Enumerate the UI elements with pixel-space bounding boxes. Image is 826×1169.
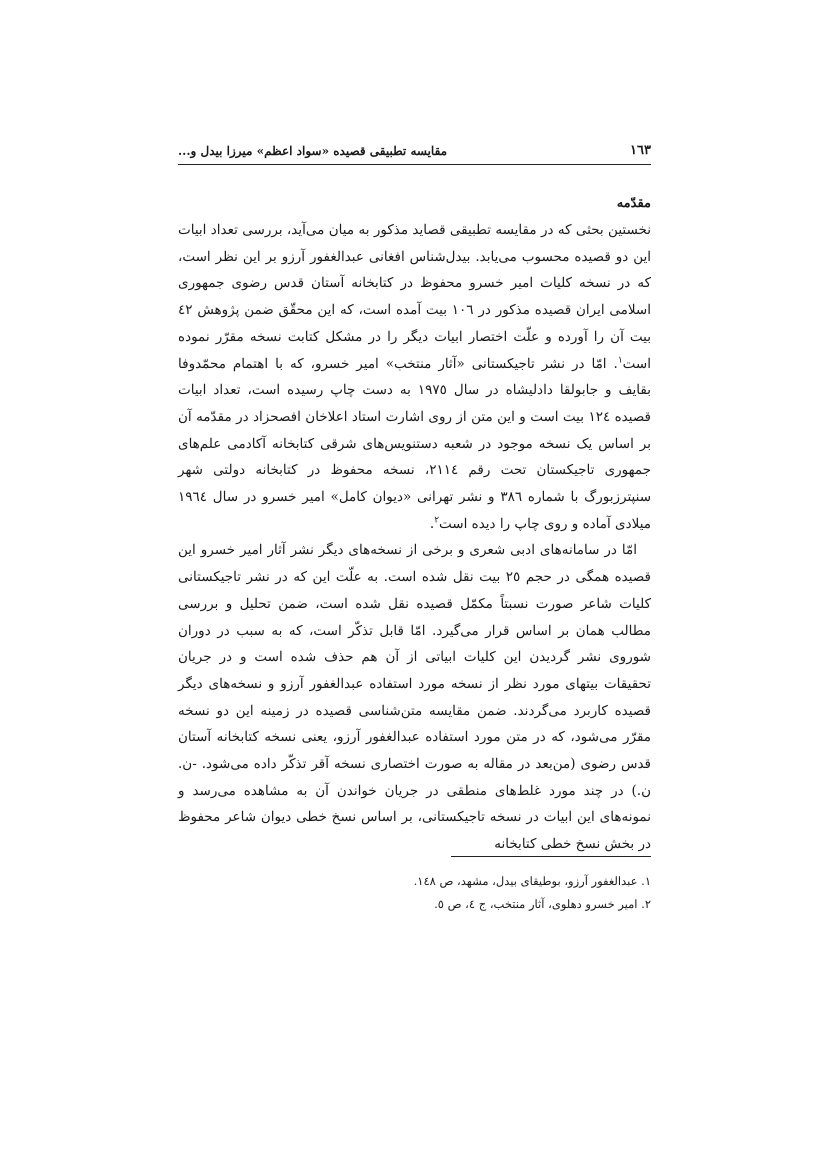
section-heading: مقدّمه bbox=[616, 196, 651, 211]
footnote-ref-1[interactable]: ١ bbox=[617, 355, 623, 366]
footnote-2: ٢. امیر خسرو دهلوی، آثار منتخب، ج ٤، ص ٥. bbox=[434, 897, 651, 911]
paragraph-1-text-end: . bbox=[429, 515, 435, 532]
page-number: ١٦٣ bbox=[630, 143, 651, 158]
paragraph-1-text: نخستین بحثی که در مقایسه تطبیقی قصاید مذکور به میان می‌آید، بررسی تعداد ابیات این دو قصیده محسوب می‌یابد. بیدل‌شناس افغانی عبدالغفور آرزو بر این نظر است، که در نسخه کلیات امیر خسرو محفوظ در کتابخانه آستان قدس رضوی جمهوری اسلامی ایران قصیده مذکور در ١٠٦ بیت آمده است، که این محقّق ضمن پژوهش ٤٢ بیت آن را آورده و علّت اختصار ابیات دیگر را در مشکل کتابت نسخه مقرّر نموده است bbox=[178, 222, 651, 372]
body-text bbox=[178, 217, 651, 858]
footnote-1: ١. عبدالغفور آرزو، بوطیقای بیدل، مشهد، ص ١٤٨. bbox=[413, 874, 651, 888]
running-title: مقایسه تطبیقی قصیده «سواد اعظم» میرزا بیدل و... bbox=[178, 144, 448, 158]
paragraph-2 bbox=[178, 537, 651, 857]
footnote-divider bbox=[451, 856, 651, 857]
paragraph-2-text: امّا در سامانه‌های ادبی شعری و برخی از نسخه‌های دیگر نشر آثار امیر خسرو این قصیده همگی در حجم ٢٥ بیت نقل شده است. به علّت این که در نشر تاجیکستانی کلیات شاعر صورت نسبتاً مکمّل قصیده نقل شده است، ضمن تحلیل و بررسی مطالب همان بر اساس قرار می‌گیرد. امّا قابل تذکّر است، که به سبب در دوران شوروی نشر گردیدن این کلیات ابیاتی از آن هم حذف شده است و در جریان تحقیقات بیتهای مورد نظر از نسخه مورد استفاده عبدالغفور آرزو و نسخه‌های دیگر قصیده کاربرد می‌گردند. ضمن مقایسه متن‌شناسی قصیده در زمینه این دو نسخه مقرّر می‌شود، که در متن مورد استفاده عبدالغفور آرزو، یعنی نسخه کتابخانه آستان قدس رضوی (من‌بعد در مقاله به صورت اختصاری نسخه آقر تذکّر داده می‌شود. -ن. ن.) در چند مورد غلط‌های منطقی در جریان خواندن آن به مشاهده می‌رسد و نمونه‌های این ابیات در نسخه تاجیکستانی، بر اساس نسخ خطی دیوان شاعر محفوظ در بخش نسخ خطی کتابخانه bbox=[178, 542, 652, 853]
running-header bbox=[178, 140, 651, 165]
footnote-ref-2[interactable]: ٢ bbox=[434, 515, 440, 526]
paragraph-1 bbox=[178, 217, 651, 537]
footnotes bbox=[178, 870, 651, 916]
paragraph-1-text-continued: . امّا در نشر تاجیکستانی «آثار منتخب» امیر خسرو، که با اهتمام محمّدوفا بقایف و جابولقا دادلیشاه در سال ١٩٧٥ به دست چاپ رسیده است، تعداد ابیات قصیده ١٢٤ بیت است و این متن از روی اشارت استاد اعلاخان افصحزاد در مقدّمه آن بر اساس یک نسخه موجود در شعبه دستنویس‌های شرقی کتابخانه آکادمی علم‌های جمهوری تاجیکستان تحت رقم ٢١١٤، نسخه محفوظ در کتابخانه دولتی شهر سنپترزبورگ با شماره ٣٨٦ و نشر تهرانی «دیوان کامل» امیر خسرو در سال ١٩٦٤ میلادی آماده و روی چاپ را دیده است bbox=[178, 355, 652, 532]
